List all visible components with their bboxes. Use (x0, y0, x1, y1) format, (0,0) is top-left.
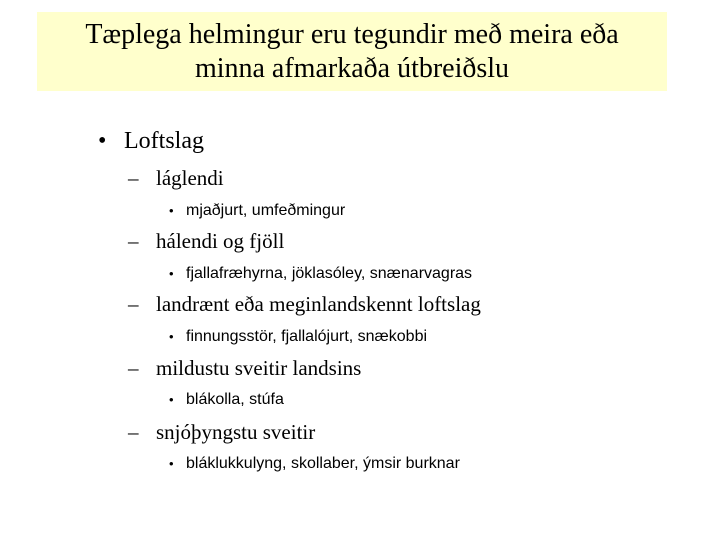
detail-laglendi (169, 202, 345, 220)
detail-mildustu (169, 391, 284, 409)
bullet-marker: • (169, 203, 174, 218)
bullet-marker: • (169, 329, 174, 344)
sub-bullet-snjothyngstu (128, 420, 315, 445)
dash-marker: – (128, 292, 139, 316)
sub-bullet-mildustu (128, 356, 361, 381)
bullet-marker: • (169, 456, 174, 471)
detail-text: fjallafræhyrna, jöklasóley, snænarvagras (186, 265, 473, 282)
dash-marker: – (128, 229, 139, 253)
detail-text: blákolla, stúfa (186, 391, 284, 408)
sub-bullet-text: hálendi og fjöll (156, 229, 285, 253)
detail-halendi (169, 265, 472, 283)
bullet-text: Loftslag (124, 128, 204, 154)
detail-text: mjaðjurt, umfeðmingur (186, 202, 346, 219)
detail-landraent (169, 328, 427, 346)
bullet-marker: • (169, 392, 174, 407)
sub-bullet-laglendi (128, 166, 224, 191)
dash-marker: – (128, 420, 139, 444)
slide-title-line-2: minna afmarkaða útbreiðslu (194, 52, 510, 84)
sub-bullet-halendi (128, 229, 284, 254)
detail-text: bláklukkulyng, skollaber, ýmsir burknar (186, 455, 460, 472)
bullet-marker: • (169, 266, 174, 281)
detail-snjothyngstu (169, 455, 460, 473)
sub-bullet-text: landrænt eða meginlandskennt loftslag (156, 292, 481, 316)
bullet-loftslag (98, 128, 204, 155)
sub-bullet-text: snjóþyngstu sveitir (156, 420, 316, 444)
dash-marker: – (128, 356, 139, 380)
dash-marker: – (128, 166, 139, 190)
sub-bullet-text: láglendi (156, 166, 224, 190)
detail-text: finnungsstör, fjallalójurt, snækobbi (186, 328, 428, 345)
bullet-marker: • (98, 128, 107, 154)
sub-bullet-text: mildustu sveitir landsins (156, 356, 362, 380)
slide-title-line-1: Tæplega helmingur eru tegundir með meira eða (85, 18, 619, 50)
sub-bullet-landraent (128, 292, 481, 317)
